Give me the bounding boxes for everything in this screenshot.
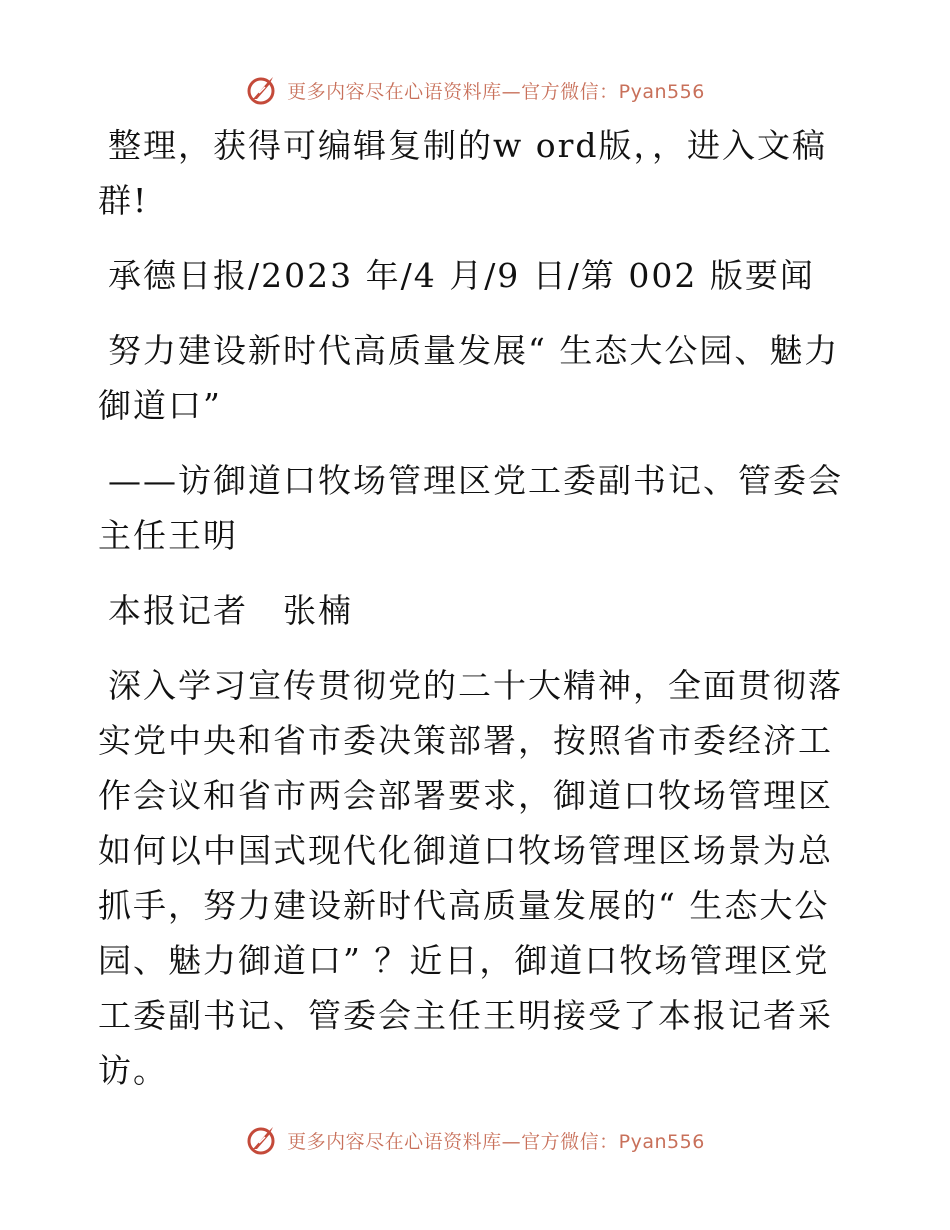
lead-paragraph: 深入学习宣传贯彻党的二十大精神，全面贯彻落实党中央和省市委决策部署，按照省市委经济工作会议和省市两会部署要求，御道口牧场管理区如何以中国式现代化御道口牧场管理区场景为总抓手，努力建设新时代高质量发展的“ 生态大公园、魅力御道口” ？近日，御道口牧场管理区党工委副书记、管委会主任王明接受了本报记者采访。 (98, 666, 843, 1090)
source-line: 承德日报/2023 年/4 月/9 日/第 002 版要闻 (108, 256, 815, 295)
article-subtitle: ——访御道口牧场管理区党工委副书记、管委会主任王明 (98, 461, 843, 555)
watermark-text: 更多内容尽在心语资料库—官方微信：Pyan556 (287, 1130, 705, 1153)
watermark-text: 更多内容尽在心语资料库—官方微信：Pyan556 (287, 80, 705, 103)
footer-watermark (0, 1120, 950, 1160)
byline: 本报记者 张楠 (108, 591, 353, 630)
article-title: 努力建设新时代高质量发展“ 生态大公园、魅力御道口” (98, 331, 840, 425)
intro-note: 整理，获得可编辑复制的w ord版，，进入文稿群! (98, 126, 828, 220)
header-watermark (0, 70, 950, 110)
quill-seal-icon (245, 1123, 279, 1157)
document-body (98, 118, 858, 1118)
quill-seal-icon (245, 73, 279, 107)
